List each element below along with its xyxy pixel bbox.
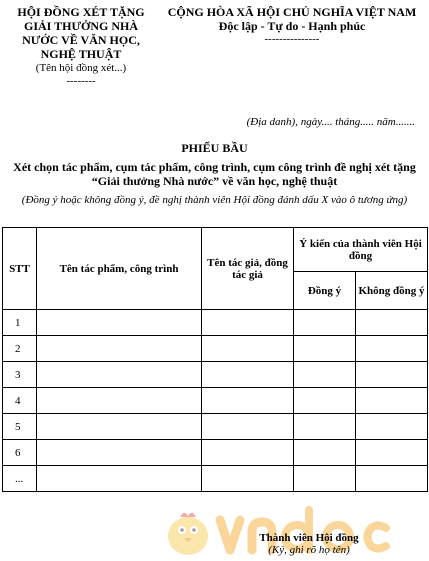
row-stt: 2	[3, 336, 37, 362]
row-agree-cell[interactable]	[294, 362, 356, 388]
row-stt: 5	[3, 414, 37, 440]
row-stt: ...	[3, 466, 37, 492]
council-placeholder: (Tên hội đồng xét...)	[35, 62, 127, 74]
signer-title: Thành viên Hội đồng	[259, 532, 359, 544]
row-agree-cell[interactable]	[294, 388, 356, 414]
table-row	[3, 466, 428, 492]
council-name: HỘI ĐỒNG XÉT TẶNG GIẢI THƯỞNG NHÀ NƯỚC VỀ VĂN HỌC, NGHỆ THUẬT	[17, 5, 145, 61]
row-work-name	[37, 310, 202, 336]
chicken-mascot-icon	[168, 513, 208, 555]
header-member-opinion: Ý kiến của thành viên Hội đồng	[294, 228, 428, 272]
header-disagree: Không đồng ý	[356, 272, 428, 310]
table-row	[3, 362, 428, 388]
header-work-name: Tên tác phẩm, công trình	[37, 228, 202, 310]
row-stt: 1	[3, 310, 37, 336]
document-subtitle: Xét chọn tác phẩm, cụm tác phẩm, công trình, cụm công trình đề nghị xét tặng “Giải thưởng Nhà nước” về văn học, nghệ thuật	[13, 160, 416, 188]
row-work-name	[37, 362, 202, 388]
row-disagree-cell[interactable]	[356, 414, 428, 440]
country-name: CỘNG HÒA XÃ HỘI CHỦ NGHĨA VIỆT NAM	[167, 5, 417, 19]
row-disagree-cell[interactable]	[356, 336, 428, 362]
national-header	[158, 5, 426, 45]
row-work-name	[37, 336, 202, 362]
row-author-name	[202, 414, 294, 440]
row-agree-cell[interactable]	[294, 440, 356, 466]
motto-divider: ---------------	[264, 33, 320, 45]
table-row	[3, 440, 428, 466]
table-row	[3, 414, 428, 440]
row-work-name	[37, 440, 202, 466]
row-agree-cell[interactable]	[294, 336, 356, 362]
council-divider: --------	[66, 75, 96, 87]
row-author-name	[202, 440, 294, 466]
place-date-line: (Địa danh), ngày.... tháng..... năm.......	[246, 116, 415, 128]
table-row	[3, 336, 428, 362]
national-motto: Độc lập - Tự do - Hạnh phúc	[218, 19, 366, 33]
row-author-name	[202, 362, 294, 388]
row-author-name	[202, 388, 294, 414]
table-row	[3, 310, 428, 336]
row-disagree-cell[interactable]	[356, 388, 428, 414]
row-disagree-cell[interactable]	[356, 310, 428, 336]
row-work-name	[37, 388, 202, 414]
row-author-name	[202, 310, 294, 336]
ballot-table	[2, 227, 428, 492]
header-stt: STT	[3, 228, 37, 310]
instruction-note: (Đồng ý hoặc không đồng ý, đề nghị thành viên Hội đồng đánh dấu X vào ô tương ứng)	[21, 194, 408, 206]
row-agree-cell[interactable]	[294, 414, 356, 440]
signature-block	[234, 532, 384, 556]
signer-note: (Ký, ghi rõ họ tên)	[268, 544, 350, 556]
header-author-name: Tên tác giả, đồng tác giả	[202, 228, 294, 310]
row-work-name	[37, 466, 202, 492]
row-disagree-cell[interactable]	[356, 362, 428, 388]
row-disagree-cell[interactable]	[356, 440, 428, 466]
row-author-name	[202, 336, 294, 362]
council-header	[8, 5, 154, 87]
document-title: PHIẾU BẦU	[181, 141, 248, 155]
row-stt: 3	[3, 362, 37, 388]
row-disagree-cell[interactable]	[356, 466, 428, 492]
row-agree-cell[interactable]	[294, 310, 356, 336]
row-author-name	[202, 466, 294, 492]
header-agree: Đồng ý	[294, 272, 356, 310]
row-stt: 4	[3, 388, 37, 414]
row-agree-cell[interactable]	[294, 466, 356, 492]
row-work-name	[37, 414, 202, 440]
row-stt: 6	[3, 440, 37, 466]
table-row	[3, 388, 428, 414]
